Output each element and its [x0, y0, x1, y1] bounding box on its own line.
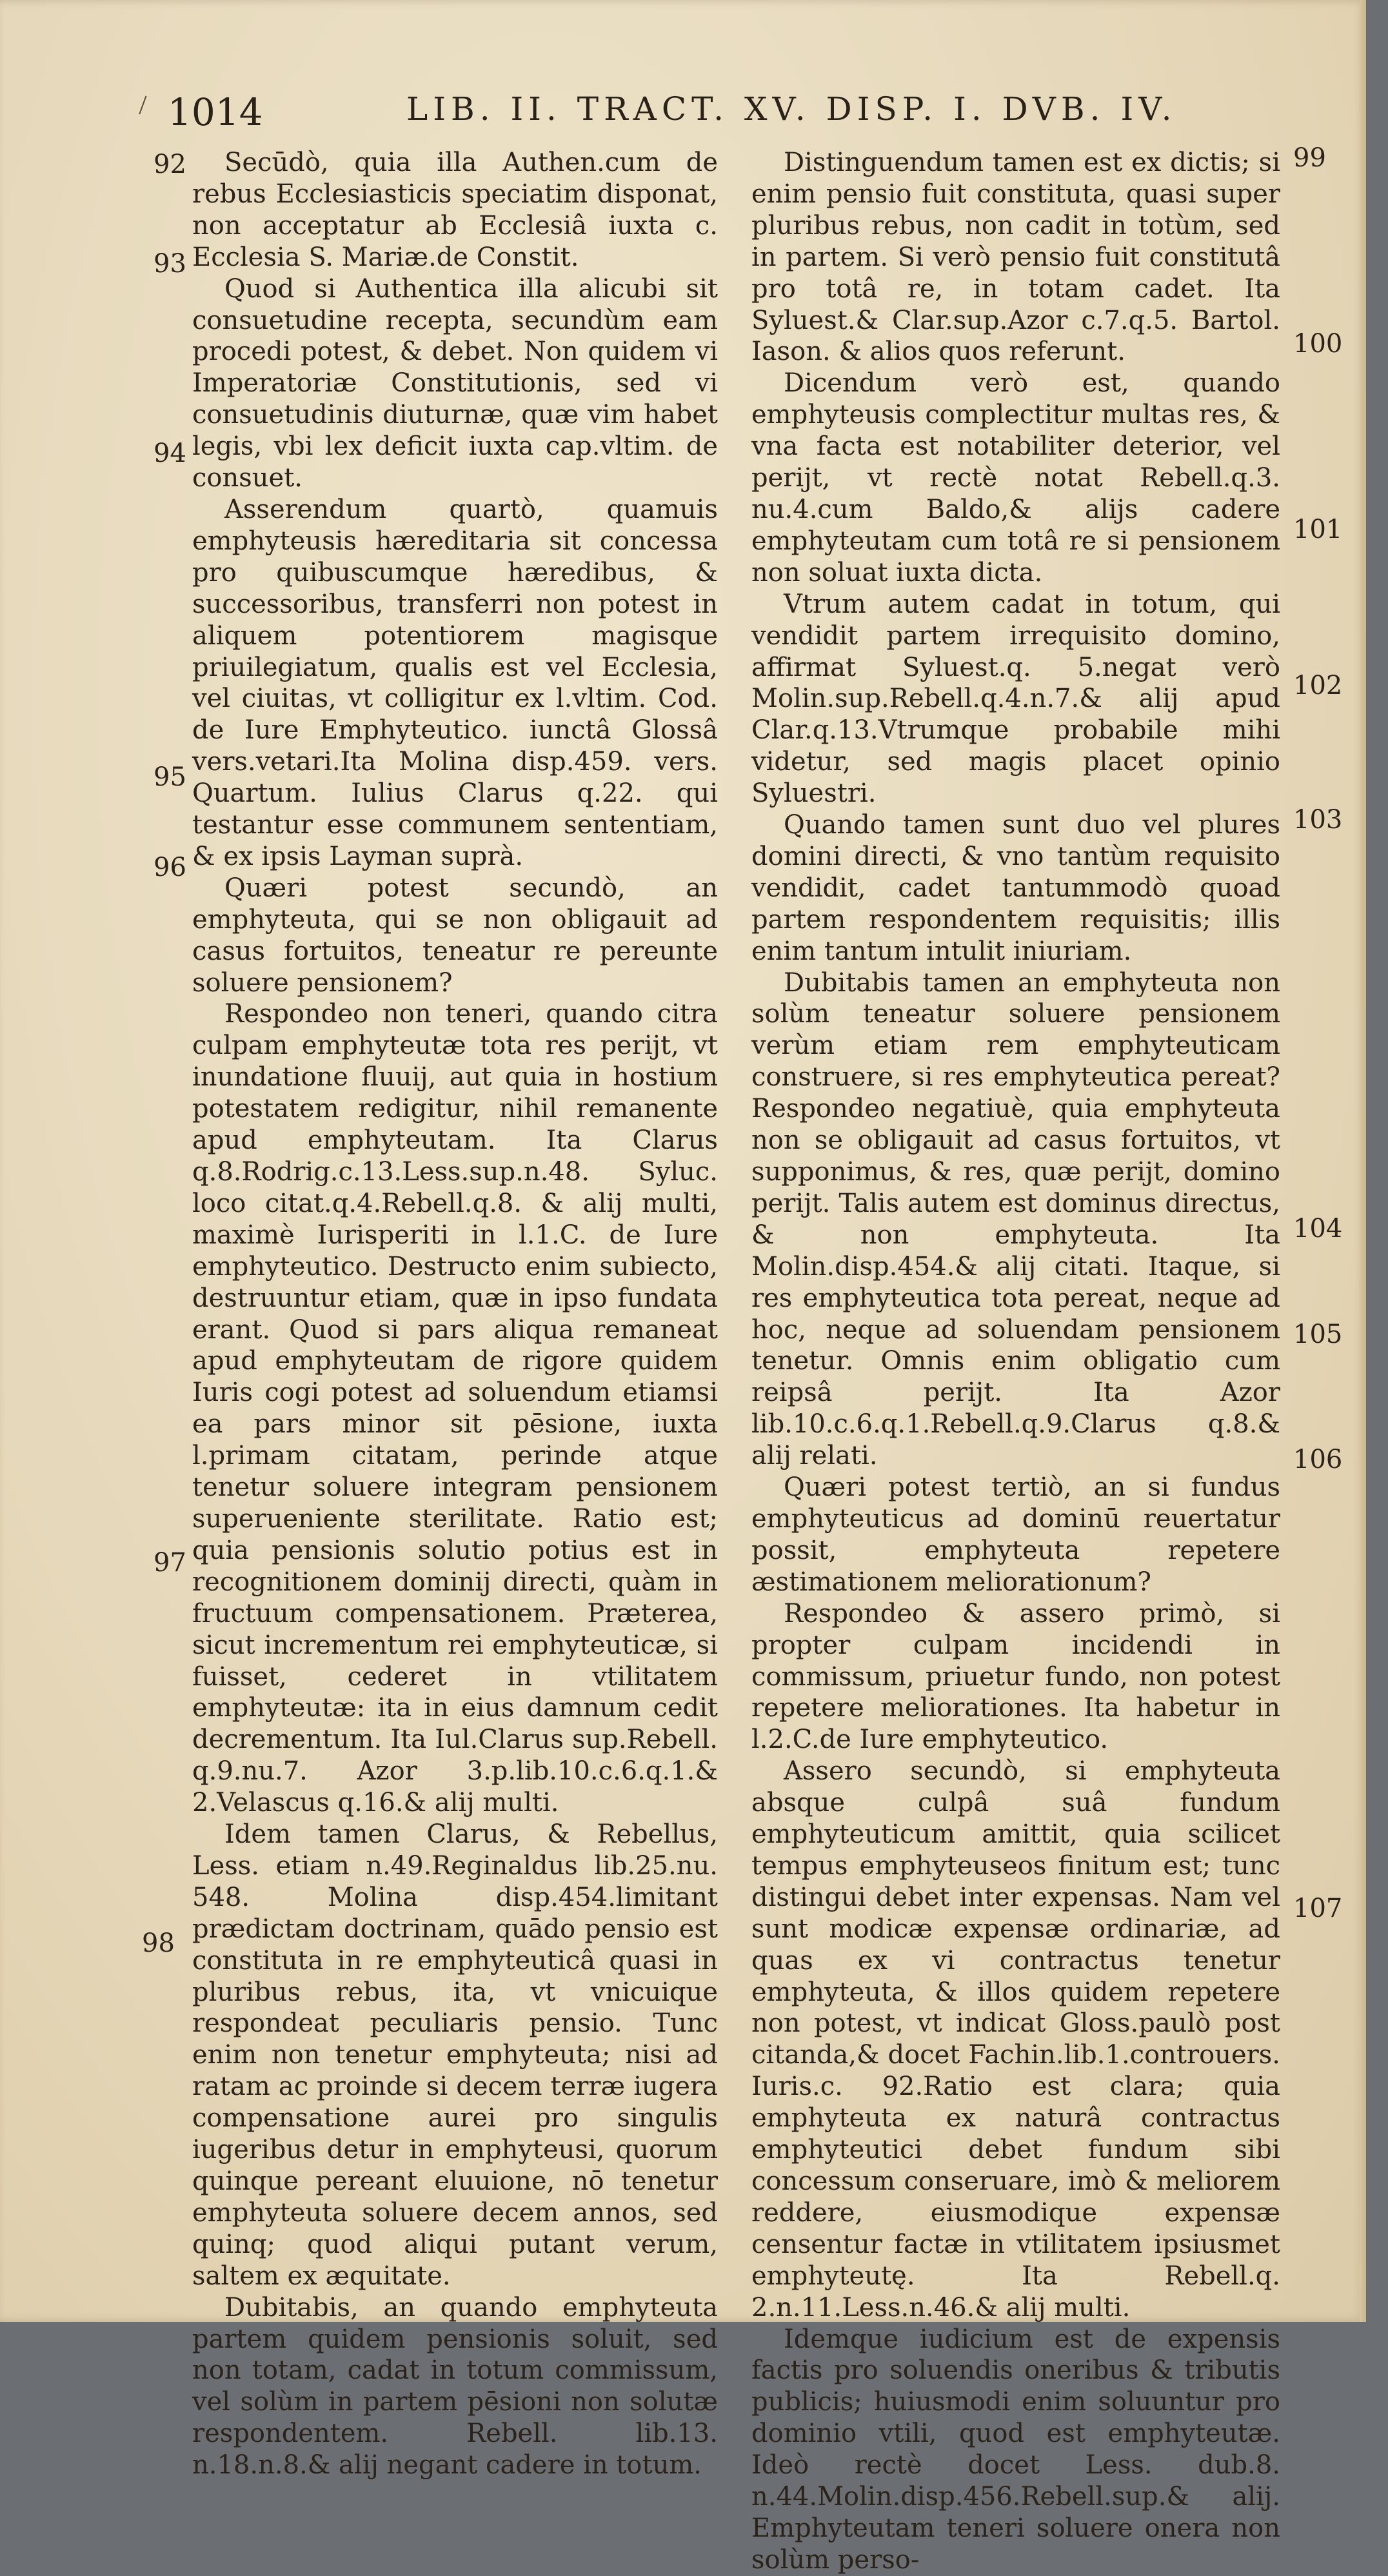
margin-number: 99: [1293, 143, 1326, 173]
paragraph: Quod si Authentica illa alicubi sit consuetudine recepta, secundùm eam procedi potest, & debet. Non quidem vi Imperatoriæ Constitutionis, sed vi consuetudinis diuturnæ, quæ vim habet legis, vbi lex deficit iuxta cap.vltim. de consuet.: [192, 273, 718, 493]
margin-number: 93: [154, 249, 186, 279]
margin-number: 105: [1293, 1320, 1343, 1349]
paragraph: Idemque iudicium est de expensis factis pro soluendis oneribus & tributis publicis; huiusmodi enim soluuntur pro dominio vtili, quod est emphyteutæ. Ideò rectè docet Less. dub.8. n.44.Molin.disp.456.Rebell.sup.& alij. Emphyteutam teneri soluere onera non solùm perso-: [751, 2324, 1280, 2575]
margin-number: 95: [154, 762, 186, 792]
margin-number: 104: [1293, 1214, 1343, 1243]
left-column: [192, 147, 718, 2481]
margin-number: 96: [154, 853, 186, 882]
running-title: LIB. II. TRACT. XV. DISP. I. DVB. IV.: [406, 90, 1177, 128]
paragraph: Dicendum verò est, quando emphyteusis complectitur multas res, & vna facta est notabiliter deterior, vel perijt, vt rectè notat Rebell.q.3. nu.4.cum Baldo,& alijs cadere emphyteutam cum totâ re si pensionem non soluat iuxta dicta.: [751, 368, 1280, 588]
paragraph: Asserendum quartò, quamuis emphyteusis hæreditaria sit concessa pro quibuscumque hæredibus, & successoribus, transferri non potest in aliquem potentiorem magisque priuilegiatum, qualis est vel Ecclesia, vel ciuitas, vt colligitur ex l.vltim. Cod. de Iure Emphyteutico. iunctâ Glossâ vers.vetari.Ita Molina disp.459. vers. Quartum. Iulius Clarus q.22. qui testantur esse communem sententiam, & ex ipsis Layman suprà.: [192, 494, 718, 871]
paragraph: Quæri potest tertiò, an si fundus emphyteuticus ad dominū reuertatur possit, emphyteuta repetere æstimationem meliorationum?: [751, 1472, 1280, 1597]
page-edge: [1360, 0, 1366, 2322]
page-header: [168, 90, 1290, 142]
paragraph: Quæri potest secundò, an emphyteuta, qui se non obligauit ad casus fortuitos, teneatur re pereunte soluere pensionem?: [192, 873, 718, 998]
ink-mark: [139, 96, 154, 117]
paragraph: Assero secundò, si emphyteuta absque culpâ suâ fundum emphyteuticum amittit, quia scilicet tempus emphyteuseos finitum est; tunc distingui debet inter expensas. Nam vel sunt modicæ expensæ ordinariæ, ad quas ex vi contractus tenetur emphyteuta, & illos quidem repetere non potest, vt indicat Gloss.paulò post citanda,& docet Fachin.lib.1.controuers. Iuris.c. 92.Ratio est clara; quia emphyteuta ex naturâ contractus emphyteutici debet fundum sibi concessum conseruare, imò & meliorem reddere, eiusmodique expensæ censentur factæ in vtilitatem ipsiusmet emphyteutę. Ita Rebell.q. 2.n.11.Less.n.46.& alij multi.: [751, 1756, 1280, 2323]
margin-number: 101: [1293, 515, 1343, 544]
margin-number: 100: [1293, 329, 1343, 359]
margin-number: 106: [1293, 1445, 1343, 1474]
paragraph: Dubitabis, an quando emphyteuta partem quidem pensionis soluit, sed non totam, cadat in totum commissum, vel solùm in partem pēsioni non solutæ respondentem. Rebell. lib.13. n.18.n.8.& alij negant cadere in totum.: [192, 2292, 718, 2481]
margin-number: 107: [1293, 1894, 1343, 1923]
paragraph: Respondeo & assero primò, si propter culpam incidendi in commissum, priuetur fundo, non potest repetere meliorationes. Ita habetur in l.2.C.de Iure emphyteutico.: [751, 1598, 1280, 1755]
margin-number: 97: [154, 1548, 186, 1578]
margin-number: 92: [154, 150, 186, 179]
margin-number: 103: [1293, 805, 1343, 835]
margin-number: 94: [154, 439, 186, 468]
paragraph: Idem tamen Clarus, & Rebellus, Less. etiam n.49.Reginaldus lib.25.nu. 548. Molina disp.454.limitant prædictam doctrinam, quādo pensio est constituta in re emphyteuticâ quasi in pluribus rebus, ita, vt vnicuique respondeat peculiaris pensio. Tunc enim non tenetur emphyteuta; nisi ad ratam ac proinde si decem terræ iugera compensatione aurei pro singulis iugeribus detur in emphyteusi, quorum quinque pereant eluuione, nō tenetur emphyteuta soluere decem annos, sed quinq; quod aliqui putant verum, saltem ex æquitate.: [192, 1819, 718, 2291]
paragraph: Vtrum autem cadat in totum, qui vendidit partem irrequisito domino, affirmat Syluest.q. 5.negat verò Molin.sup.Rebell.q.4.n.7.& alij apud Clar.q.13.Vtrumque probabile mihi videtur, sed magis placet opinio Syluestri.: [751, 589, 1280, 809]
page-number: 1014: [168, 90, 263, 134]
paragraph: Quando tamen sunt duo vel plures domini directi, & vno tantùm requisito vendidit, cadet tantummodò quoad partem respondentem requisitis; illis enim tantum intulit iniuriam.: [751, 810, 1280, 966]
paragraph: Secūdò, quia illa Authen.cum de rebus Ecclesiasticis speciatim disponat, non acceptatur ab Ecclesiâ iuxta c. Ecclesia S. Mariæ.de Constit.: [192, 148, 718, 272]
margin-number: 98: [142, 1928, 175, 1958]
right-column: [751, 147, 1280, 2576]
margin-number: 102: [1293, 671, 1343, 700]
paragraph: Distinguendum tamen est ex dictis; si enim pensio fuit constituta, quasi super pluribus rebus, non cadit in totùm, sed in partem. Si verò pensio fuit constitutâ pro totâ re, in totam cadet. Ita Syluest.& Clar.sup.Azor c.7.q.5. Bartol. Iason. & alios quos referunt.: [751, 148, 1280, 367]
paragraph: Respondeo non teneri, quando citra culpam emphyteutæ tota res perijt, vt inundatione fluuij, aut quia in hostium potestatem redigitur, nihil remanente apud emphyteutam. Ita Clarus q.8.Rodrig.c.13.Less.sup.n.48. Syluc. loco citat.q.4.Rebell.q.8. & alij multi, maximè Iurisperiti in l.1.C. de Iure emphyteutico. Destructo enim subiecto, destruuntur etiam, quæ in ipso fundata erant. Quod si pars aliqua remaneat apud emphyteutam de rigore quidem Iuris cogi potest ad soluendum etiamsi ea pars minor sit pēsione, iuxta l.primam citatam, perinde atque tenetur soluere integram pensionem superueniente sterilitate. Ratio est; quia pensionis solutio potius est in recognitionem dominij directi, quàm in fructuum compensationem. Præterea, sicut incrementum rei emphyteuticæ, si fuisset, cederet in vtilitatem emphyteutæ: ita in eius damnum cedit decrementum. Ita Iul.Clarus sup.Rebell. q.9.nu.7. Azor 3.p.lib.10.c.6.q.1.& 2.Velascus q.16.& alij multi.: [192, 999, 718, 1818]
paragraph: Dubitabis tamen an emphyteuta non solùm teneatur soluere pensionem verùm etiam rem emphyteuticam construere, si res emphyteutica pereat? Respondeo negatiuè, quia emphyteuta non se obligauit ad casus fortuitos, vt supponimus, & res, quæ perijt, domino perijt. Talis autem est dominus directus, & non emphyteuta. Ita Molin.disp.454.& alij citati. Itaque, si res emphyteutica tota pereat, neque ad hoc, neque ad soluendam pensionem tenetur. Omnis enim obligatio cum reipsâ perijt. Ita Azor lib.10.c.6.q.1.Rebell.q.9.Clarus q.8.& alij relati.: [751, 967, 1280, 1471]
